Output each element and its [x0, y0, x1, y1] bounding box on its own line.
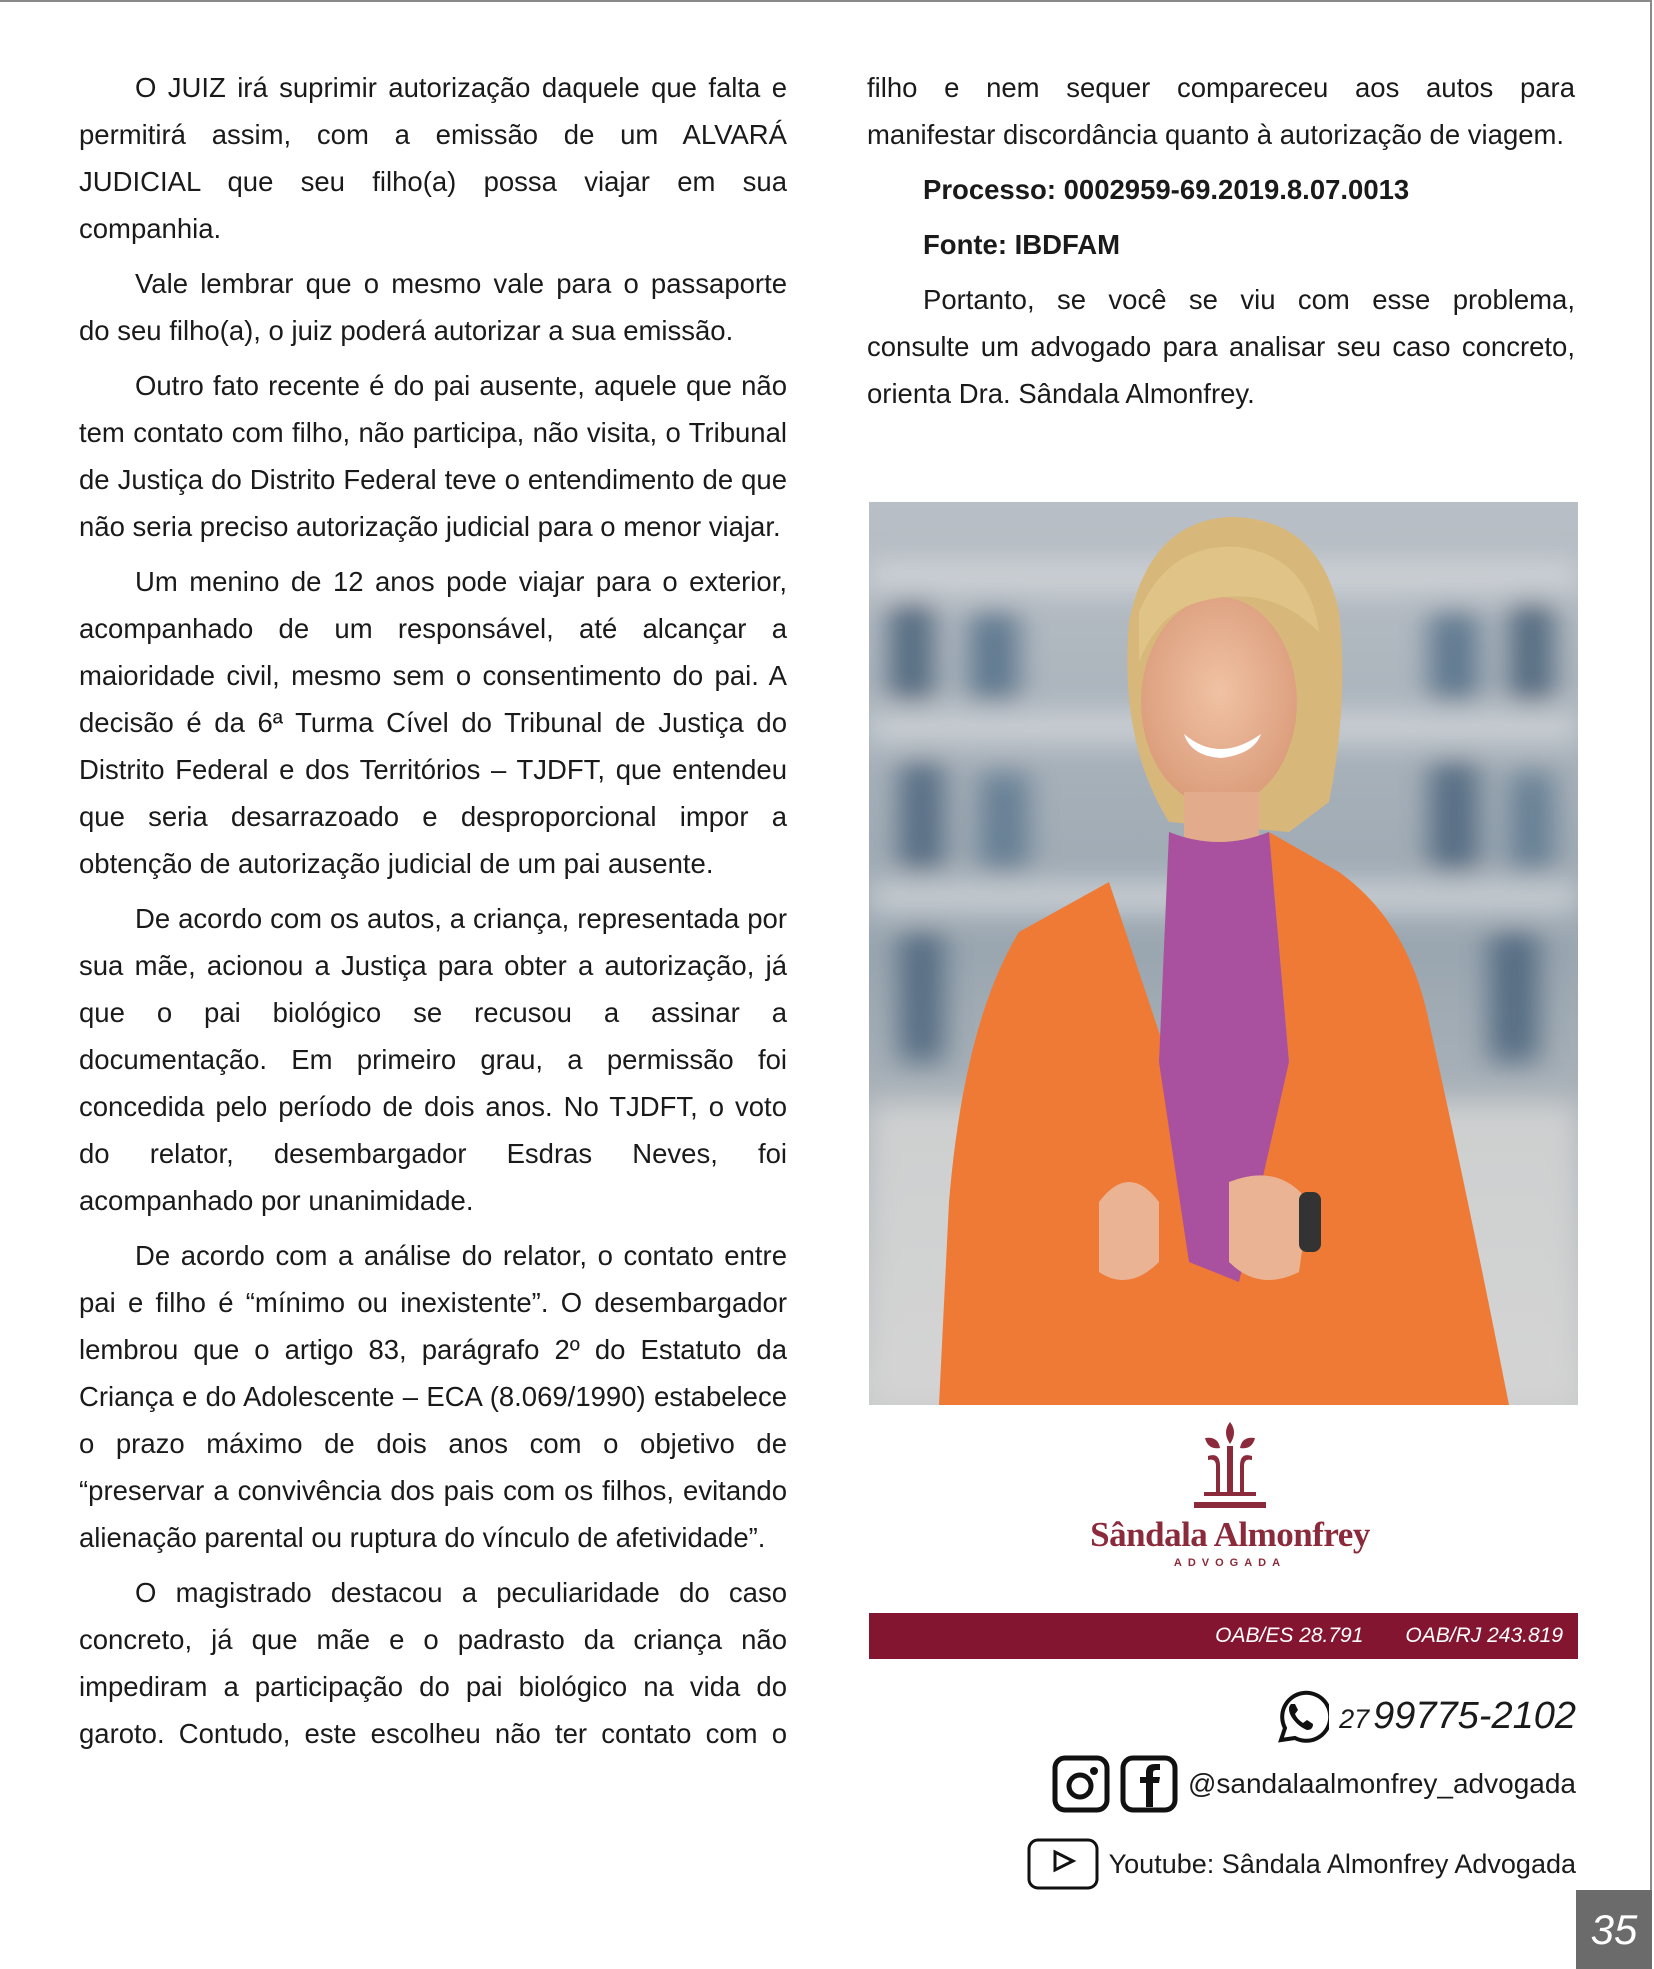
page-number: 35 — [1576, 1890, 1652, 1969]
logo-name: Sândala Almonfrey — [1090, 1515, 1370, 1554]
oab-es: OAB/ES 28.791 — [1215, 1624, 1364, 1647]
facebook-icon[interactable] — [1120, 1755, 1178, 1813]
right-column — [867, 64, 1575, 425]
logo-subtitle: ADVOGADA — [1173, 1557, 1287, 1569]
oab-rj: OAB/RJ 243.819 — [1405, 1624, 1563, 1647]
paragraph: O JUIZ irá suprimir autorização daquele que falta e permitirá assim, com a emissão de um ALVARÁ JUDICIAL que seu filho(a) possa viajar em sua companhia. — [79, 72, 787, 244]
column-tree-logo-icon — [1190, 1420, 1270, 1510]
closing-paragraph: Portanto, se você se viu com esse problema, consulte um advogado para analisar seu caso concreto, orienta Dra. Sândala Almonfrey. — [867, 284, 1575, 409]
phone-number: 99775-2102 — [1373, 1694, 1576, 1737]
page-border-right — [1650, 0, 1652, 1969]
youtube-channel: Youtube: Sândala Almonfrey Advogada — [1108, 1848, 1576, 1879]
paragraph: O magistrado destacou a peculiaridade do caso concreto, já que mãe e o padrasto da criança não impediram a participação do pai biológico na vida do garoto. Contudo, este escolheu não ter contato com o — [79, 1577, 787, 1749]
left-column — [79, 64, 787, 1765]
source-reference: Fonte: IBDFAM — [923, 229, 1121, 260]
phone-area-code: 27 — [1339, 1703, 1370, 1734]
paragraph: De acordo com a análise do relator, o contato entre pai e filho é “mínimo ou inexistente”. O desembargador lembrou que o artigo 83, parágrafo 2º do Estatuto da Criança e do Adolescente – ECA (8.069/1990) estabelece o prazo máximo de dois anos com o objetivo de “preservar a convivência dos pais com os filhos, evitando alienação parental ou ruptura do vínculo de afetividade”. — [79, 1240, 787, 1553]
paragraph: Um menino de 12 anos pode viajar para o exterior, acompanhado de um responsável, até alcançar a maioridade civil, mesmo sem o consentimento do pai. A decisão é da 6ª Turma Cível do Tribunal de Justiça do Distrito Federal e dos Territórios – TJDFT, que entendeu que seria desarrazoado e desproporcional impor a obtenção de autorização judicial de um pai ausente. — [79, 566, 787, 879]
lawyer-portrait-photo — [869, 502, 1578, 1405]
paragraph: Vale lembrar que o mesmo vale para o passaporte do seu filho(a), o juiz poderá autorizar a sua emissão. — [79, 268, 787, 346]
oab-registration-bar — [869, 1613, 1578, 1659]
social-contact[interactable] — [1052, 1755, 1576, 1813]
processo-reference: Processo: 0002959-69.2019.8.07.0013 — [923, 174, 1410, 205]
paragraph-continuation: filho e nem sequer compareceu aos autos para manifestar discordância quanto à autorização de viagem. — [867, 72, 1575, 150]
whatsapp-icon — [1269, 1686, 1329, 1746]
paragraph: Outro fato recente é do pai ausente, aquele que não tem contato com filho, não participa, não visita, o Tribunal de Justiça do Distrito Federal teve o entendimento de que não seria preciso autorização judicial para o menor viajar. — [79, 370, 787, 542]
law-firm-logo — [1075, 1420, 1385, 1590]
youtube-play-icon[interactable] — [1027, 1838, 1099, 1890]
page-border-top — [0, 0, 1652, 2]
social-handle: @sandalaalmonfrey_advogada — [1187, 1768, 1576, 1799]
paragraph: De acordo com os autos, a criança, representada por sua mãe, acionou a Justiça para obter a autorização, já que o pai biológico se recusou a assinar a documentação. Em primeiro grau, a permissão foi concedida pelo período de dois anos. No TJDFT, o voto do relator, desembargador Esdras Neves, foi acompanhado por unanimidade. — [79, 903, 787, 1216]
youtube-contact[interactable] — [1027, 1838, 1576, 1890]
phone-contact[interactable] — [1269, 1686, 1576, 1746]
instagram-icon[interactable] — [1052, 1755, 1110, 1813]
